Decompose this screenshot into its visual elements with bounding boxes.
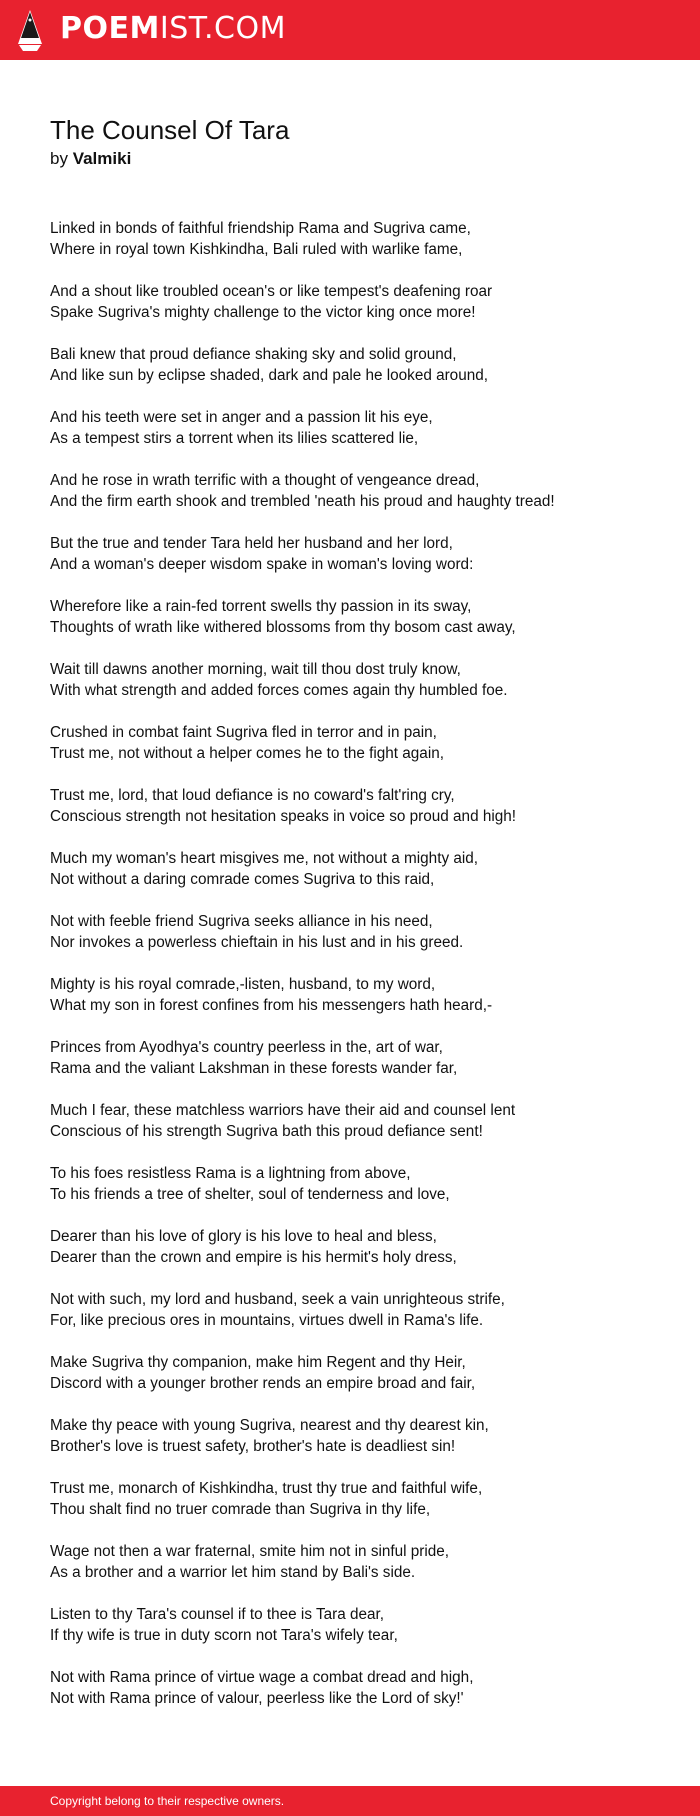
poem-line: Linked in bonds of faithful friendship Rama and Sugriva came, xyxy=(50,220,471,237)
stanza xyxy=(50,407,670,470)
stanza xyxy=(50,1226,670,1289)
poem-line: But the true and tender Tara held her husband and her lord, xyxy=(50,535,453,552)
poem-line: And like sun by eclipse shaded, dark and pale he looked around, xyxy=(50,367,488,384)
poem-line: Trust me, not without a helper comes he to the fight again, xyxy=(50,745,444,762)
poem-line: Make thy peace with young Sugriva, nearest and thy dearest kin, xyxy=(50,1417,489,1434)
copyright-text: Copyright belong to their respective owners. xyxy=(50,1794,285,1808)
site-footer xyxy=(0,1786,700,1816)
poem-line: And a shout like troubled ocean's or like tempest's deafening roar xyxy=(50,283,493,300)
stanza xyxy=(50,281,670,344)
site-header xyxy=(0,0,700,60)
poem-title: The Counsel Of Tara xyxy=(50,115,290,145)
site-logo[interactable] xyxy=(60,9,286,49)
poem-line: Rama and the valiant Lakshman in these forests wander far, xyxy=(50,1060,458,1077)
stanza xyxy=(50,911,670,974)
stanza xyxy=(50,974,670,1037)
stanza xyxy=(50,344,670,407)
poem-line: Make Sugriva thy companion, make him Regent and thy Heir, xyxy=(50,1354,466,1371)
poem-line: Not with feeble friend Sugriva seeks alliance in his need, xyxy=(50,913,433,930)
poem-line: For, like precious ores in mountains, virtues dwell in Rama's life. xyxy=(50,1312,484,1329)
poem-line: And he rose in wrath terrific with a thought of vengeance dread, xyxy=(50,472,480,489)
stanza xyxy=(50,1100,670,1163)
stanza xyxy=(50,1289,670,1352)
stanza xyxy=(50,1415,670,1478)
poem-line: Thou shalt find no truer comrade than Sugriva in thy life, xyxy=(50,1501,431,1518)
stanza xyxy=(50,596,670,659)
poem-line: Wherefore like a rain-fed torrent swells thy passion in its sway, xyxy=(50,598,472,615)
poem-line: Conscious strength not hesitation speaks in voice so proud and high! xyxy=(50,808,516,825)
poem-line: To his foes resistless Rama is a lightning from above, xyxy=(50,1165,411,1182)
stanza xyxy=(50,1604,670,1667)
stanza xyxy=(50,848,670,911)
stanza xyxy=(50,218,670,281)
stanza xyxy=(50,1163,670,1226)
poem-line: To his friends a tree of shelter, soul of tenderness and love, xyxy=(50,1186,450,1203)
poem-line: What my son in forest confines from his messengers hath heard,- xyxy=(50,997,493,1014)
logo-light-text: IST.COM xyxy=(159,11,286,46)
stanza xyxy=(50,470,670,533)
poem-line: Wait till dawns another morning, wait till thou dost truly know, xyxy=(50,661,461,678)
poem-body xyxy=(50,218,670,1730)
stanza xyxy=(50,722,670,785)
poem-line: If thy wife is true in duty scorn not Tara's wifely tear, xyxy=(50,1627,398,1644)
poem-line: Discord with a younger brother rends an empire broad and fair, xyxy=(50,1375,476,1392)
poem-line: Not with Rama prince of valour, peerless like the Lord of sky!' xyxy=(50,1690,464,1707)
poem-line: Trust me, monarch of Kishkindha, trust thy true and faithful wife, xyxy=(50,1480,483,1497)
poem-line: Dearer than the crown and empire is his hermit's holy dress, xyxy=(50,1249,457,1266)
poem-line: And the firm earth shook and trembled 'neath his proud and haughty tread! xyxy=(50,493,555,510)
poem-line: Not with Rama prince of virtue wage a combat dread and high, xyxy=(50,1669,474,1686)
byline xyxy=(50,148,131,170)
poem-line: And a woman's deeper wisdom spake in woman's loving word: xyxy=(50,556,474,573)
poem-line: Not without a daring comrade comes Sugriva to this raid, xyxy=(50,871,435,888)
poem-line: And his teeth were set in anger and a passion lit his eye, xyxy=(50,409,433,426)
poem-line: Trust me, lord, that loud defiance is no coward's falt'ring cry, xyxy=(50,787,455,804)
poem-line: Princes from Ayodhya's country peerless in the, art of war, xyxy=(50,1039,443,1056)
author-name[interactable]: Valmiki xyxy=(72,149,132,168)
pen-nib-icon[interactable] xyxy=(17,8,43,52)
poem-line: Bali knew that proud defiance shaking sky and solid ground, xyxy=(50,346,457,363)
poem-line: Much my woman's heart misgives me, not without a mighty aid, xyxy=(50,850,478,867)
poem-line: Crushed in combat faint Sugriva fled in terror and in pain, xyxy=(50,724,437,741)
stanza xyxy=(50,1667,670,1730)
poem-line: As a brother and a warrior let him stand by Bali's side. xyxy=(50,1564,416,1581)
stanza xyxy=(50,1478,670,1541)
poem-line: Not with such, my lord and husband, seek a vain unrighteous strife, xyxy=(50,1291,505,1308)
poem-line: Much I fear, these matchless warriors have their aid and counsel lent xyxy=(50,1102,516,1119)
poem-line: Mighty is his royal comrade,-listen, husband, to my word, xyxy=(50,976,436,993)
poem-line: Conscious of his strength Sugriva bath this proud defiance sent! xyxy=(50,1123,483,1140)
stanza xyxy=(50,785,670,848)
poem-line: Wage not then a war fraternal, smite him not in sinful pride, xyxy=(50,1543,450,1560)
stanza xyxy=(50,1352,670,1415)
stanza xyxy=(50,1037,670,1100)
poem-line: Spake Sugriva's mighty challenge to the victor king once more! xyxy=(50,304,476,321)
poem-line: Dearer than his love of glory is his love to heal and bless, xyxy=(50,1228,437,1245)
poem-line: Listen to thy Tara's counsel if to thee is Tara dear, xyxy=(50,1606,384,1623)
poem-line: Thoughts of wrath like withered blossoms from thy bosom cast away, xyxy=(50,619,516,636)
poem-line: Where in royal town Kishkindha, Bali ruled with warlike fame, xyxy=(50,241,463,258)
poem-line: Brother's love is truest safety, brother's hate is deadliest sin! xyxy=(50,1438,456,1455)
poem-line: As a tempest stirs a torrent when its lilies scattered lie, xyxy=(50,430,419,447)
stanza xyxy=(50,533,670,596)
logo-bold-text: POEM xyxy=(60,11,160,46)
poem-line: With what strength and added forces comes again thy humbled foe. xyxy=(50,682,508,699)
stanza xyxy=(50,1541,670,1604)
by-label: by xyxy=(50,149,68,168)
poem-line: Nor invokes a powerless chieftain in his lust and in his greed. xyxy=(50,934,464,951)
stanza xyxy=(50,659,670,722)
